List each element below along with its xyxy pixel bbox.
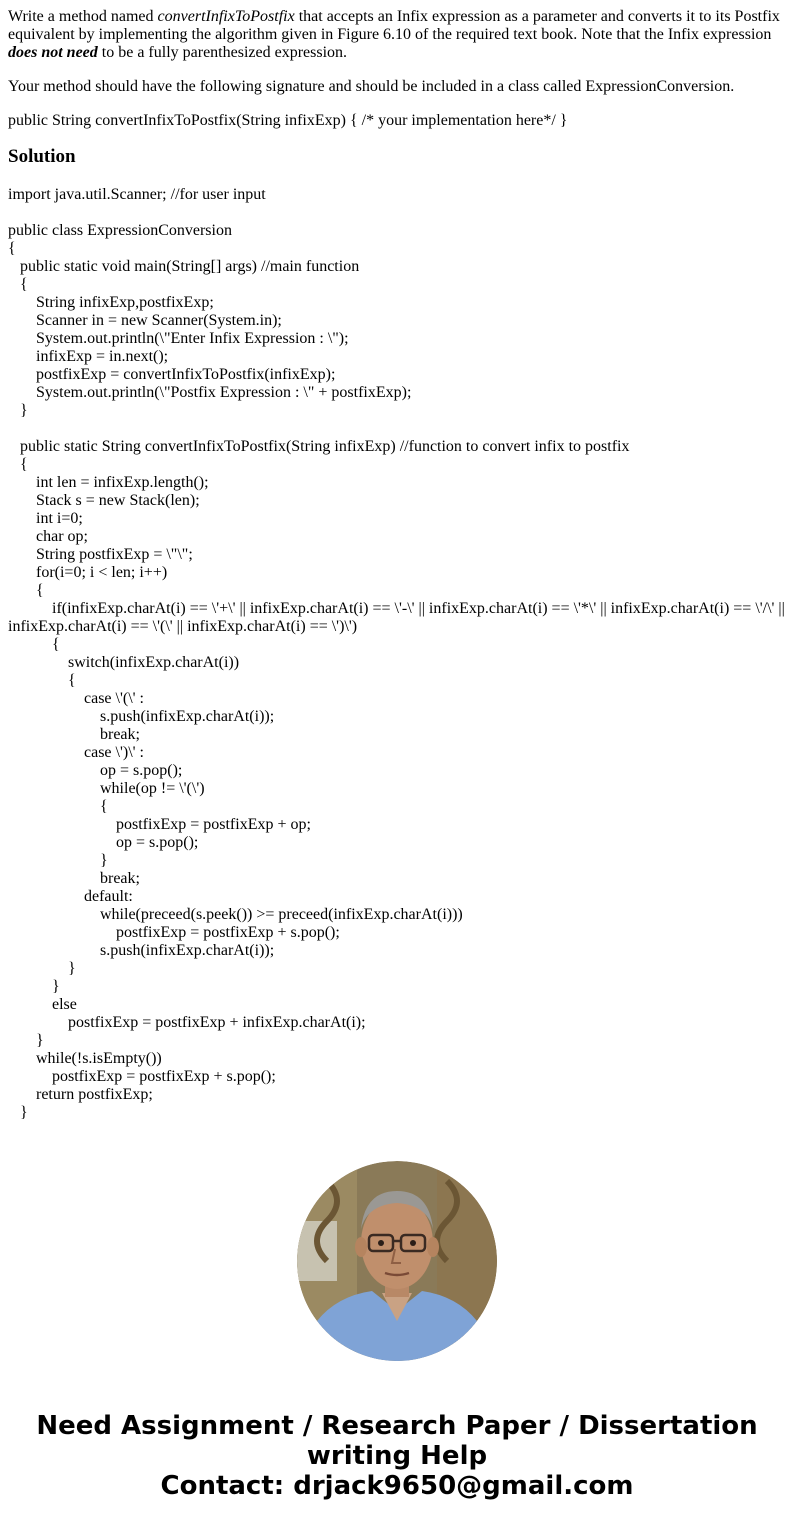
code-line: infixExp = in.next(); [8,348,169,365]
code-line: String infixExp,postfixExp; [8,294,214,311]
code-line: int i=0; [8,510,83,527]
promo-line-2: writing Help [306,1441,488,1471]
code-line: else [8,996,77,1013]
code-line: postfixExp = postfixExp + s.pop(); [8,924,340,941]
code-line: int len = infixExp.length(); [8,474,209,491]
code-line: } [8,960,76,977]
promo-banner [0,1411,794,1501]
code-line: } [8,978,60,995]
code-line: break; [8,726,140,743]
code-line: { [8,582,44,599]
code-line: Stack s = new Stack(len); [8,492,200,509]
author-photo [297,1161,497,1361]
code-line: Scanner in = new Scanner(System.in); [8,312,282,329]
code-line: switch(infixExp.charAt(i)) [8,654,240,671]
method-signature: public String convertInfixToPostfix(String infixExp) { /* your implementation here*/ } [8,112,568,129]
method-name: convertInfixToPostfix [157,8,295,25]
code-line: { [8,456,28,473]
code-line: { [8,672,76,689]
code-line: String postfixExp = \"\"; [8,546,193,563]
emphasis-text: does not need [8,44,98,61]
solution-code-block [8,186,789,1122]
code-line: { [8,636,60,653]
code-line: postfixExp = convertInfixToPostfix(infixExp); [8,366,336,383]
promo-line-1: Need Assignment / Research Paper / Dissertation [36,1411,758,1441]
code-line [8,420,786,438]
promo-contact: Contact: drjack9650@gmail.com [160,1471,634,1501]
code-line: } [8,852,108,869]
code-line: while(preceed(s.peek()) >= preceed(infixExp.charAt(i))) [8,906,463,923]
code-line: op = s.pop(); [8,834,199,851]
code-line: postfixExp = postfixExp + infixExp.charAt(i); [8,1014,366,1031]
code-line: } [8,1104,28,1121]
code-line: s.push(infixExp.charAt(i)); [8,708,275,725]
code-line: break; [8,870,140,887]
code-line: postfixExp = postfixExp + op; [8,816,311,833]
code-line: { [8,240,16,257]
code-line: default: [8,888,133,905]
page-content [0,8,794,1122]
code-line: for(i=0; i < len; i++) [8,564,168,581]
question-intro-post: to be a fully parenthesized expression. [97,44,348,61]
code-line: if(infixExp.charAt(i) == \'+\' || infixExp.charAt(i) == \'-\' || infixExp.charAt(i) == \'*\' || infixExp.charAt(i) == \'/\' || infixExp.charAt(i) == \'(\' || infixExp.charAt(i) == \')\') [8,600,789,635]
question-intro-mid: that accepts an Infix expression as a parameter and converts it to its Postfix equivalent by implementing the algorithm given in Figure 6.10 of the required text book. Note that the Infix expression [8,8,780,43]
code-line: public static void main(String[] args) //main function [8,258,360,275]
code-line: while(op != \'(\') [8,780,205,797]
code-line: { [8,276,28,293]
code-line: System.out.println(\"Enter Infix Expression : \"); [8,330,349,347]
avatar [297,1161,497,1361]
question-paragraph [8,8,786,62]
code-line: } [8,402,28,419]
solution-heading: Solution [8,146,76,167]
code-line: char op; [8,528,88,545]
code-line: while(!s.isEmpty()) [8,1050,162,1067]
code-line: public class ExpressionConversion [8,222,232,239]
code-line: return postfixExp; [8,1086,153,1103]
code-line: { [8,798,108,815]
question-intro-pre: Write a method named [8,8,158,25]
code-line: } [8,1032,44,1049]
code-line: public static String convertInfixToPostfix(String infixExp) //function to convert infix to postfix [8,438,630,455]
signature-note: Your method should have the following signature and should be included in a class called ExpressionConversion. [8,78,735,95]
code-line: s.push(infixExp.charAt(i)); [8,942,275,959]
code-line: System.out.println(\"Postfix Expression : \" + postfixExp); [8,384,412,401]
code-line: op = s.pop(); [8,762,183,779]
code-line: case \')\' : [8,744,144,761]
code-line: case \'(\' : [8,690,144,707]
code-line: postfixExp = postfixExp + s.pop(); [8,1068,276,1085]
code-line: import java.util.Scanner; //for user input [8,186,266,203]
code-line [8,204,786,222]
